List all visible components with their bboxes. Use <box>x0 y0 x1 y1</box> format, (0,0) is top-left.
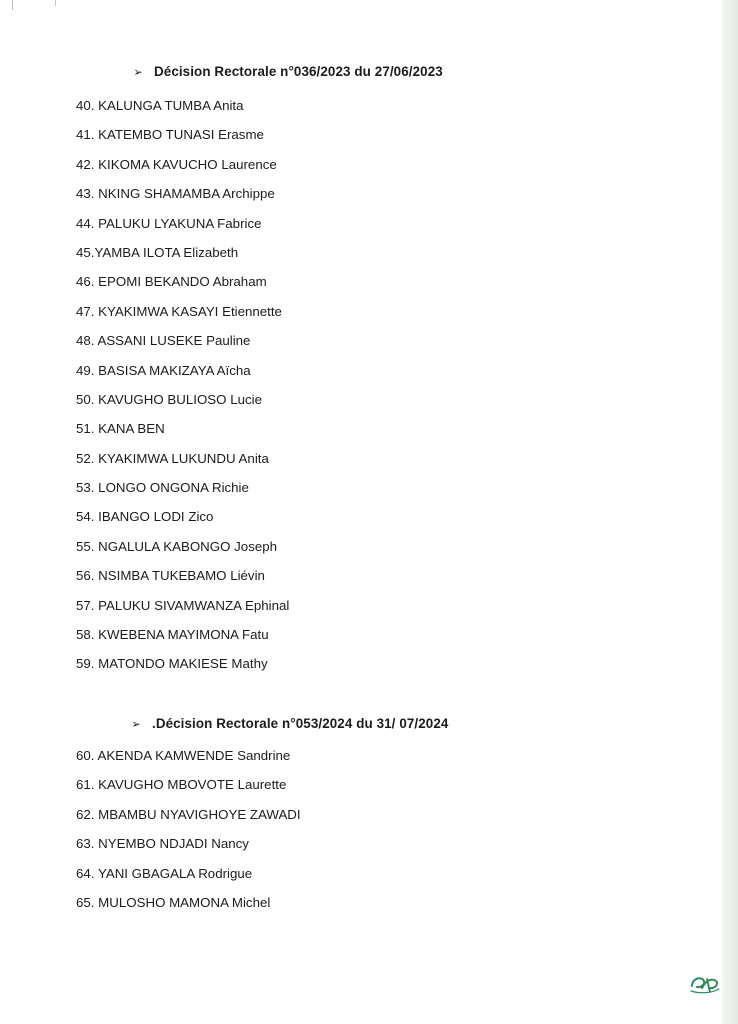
list-item: 65. MULOSHO MAMONA Michel <box>76 894 271 910</box>
section-heading-2024 <box>131 716 448 731</box>
list-item: 62. MBAMBU NYAVIGHOYE ZAWADI <box>76 806 301 822</box>
list-item: 54. IBANGO LODI Zico <box>76 509 214 525</box>
list-item: 46. EPOMI BEKANDO Abraham <box>76 274 267 290</box>
list-item: 60. AKENDA KAMWENDE Sandrine <box>76 748 291 763</box>
list-item: 61. KAVUGHO MBOVOTE Laurette <box>76 777 287 793</box>
list-item: 51. KANA BEN <box>76 421 165 437</box>
list-item: 43. NKING SHAMAMBA Archippe <box>76 186 275 202</box>
scanner-logo-icon <box>688 972 722 996</box>
page-edge <box>722 0 738 1024</box>
scan-mark <box>12 0 13 10</box>
list-item: 42. KIKOMA KAVUCHO Laurence <box>76 156 277 172</box>
list-item: 40. KALUNGA TUMBA Anita <box>76 98 244 113</box>
list-item: 59. MATONDO MAKIESE Mathy <box>76 656 268 672</box>
list-item: 49. BASISA MAKIZAYA Aïcha <box>76 362 251 378</box>
list-item: 55. NGALULA KABONGO Joseph <box>76 538 278 554</box>
list-item: 58. KWEBENA MAYIMONA Fatu <box>76 627 269 643</box>
list-item: 48. ASSANI LUSEKE Pauline <box>76 333 251 349</box>
list-item: 63. NYEMBO NDJADI Nancy <box>76 836 249 852</box>
list-item: 56. NSIMBA TUKEBAMO Liévin <box>76 568 265 584</box>
section-heading-text: .Décision Rectorale n°053/2024 du 31/ 07/2024 <box>152 716 449 731</box>
arrow-bullet-icon: ➢ <box>131 716 141 731</box>
section-heading-text: Décision Rectorale n°036/2023 du 27/06/2023 <box>154 64 443 79</box>
section-heading-2023 <box>133 64 443 79</box>
list-item: 64. YANI GBAGALA Rodrigue <box>76 865 253 881</box>
list-item: 52. KYAKIMWA LUKUNDU Anita <box>76 450 269 466</box>
name-list-2024 <box>76 741 301 917</box>
name-list-2023 <box>76 91 289 679</box>
scan-mark <box>55 0 56 6</box>
list-item: 45.YAMBA ILOTA Elizabeth <box>76 244 239 260</box>
list-item: 47. KYAKIMWA KASAYI Etiennette <box>76 303 282 319</box>
list-item: 50. KAVUGHO BULIOSO Lucie <box>76 391 262 407</box>
list-item: 57. PALUKU SIVAMWANZA Ephinal <box>76 597 290 613</box>
list-item: 41. KATEMBO TUNASI Erasme <box>76 127 264 143</box>
arrow-bullet-icon: ➢ <box>133 64 143 79</box>
list-item: 44. PALUKU LYAKUNA Fabrice <box>76 215 262 231</box>
list-item: 53. LONGO ONGONA Richie <box>76 480 249 496</box>
